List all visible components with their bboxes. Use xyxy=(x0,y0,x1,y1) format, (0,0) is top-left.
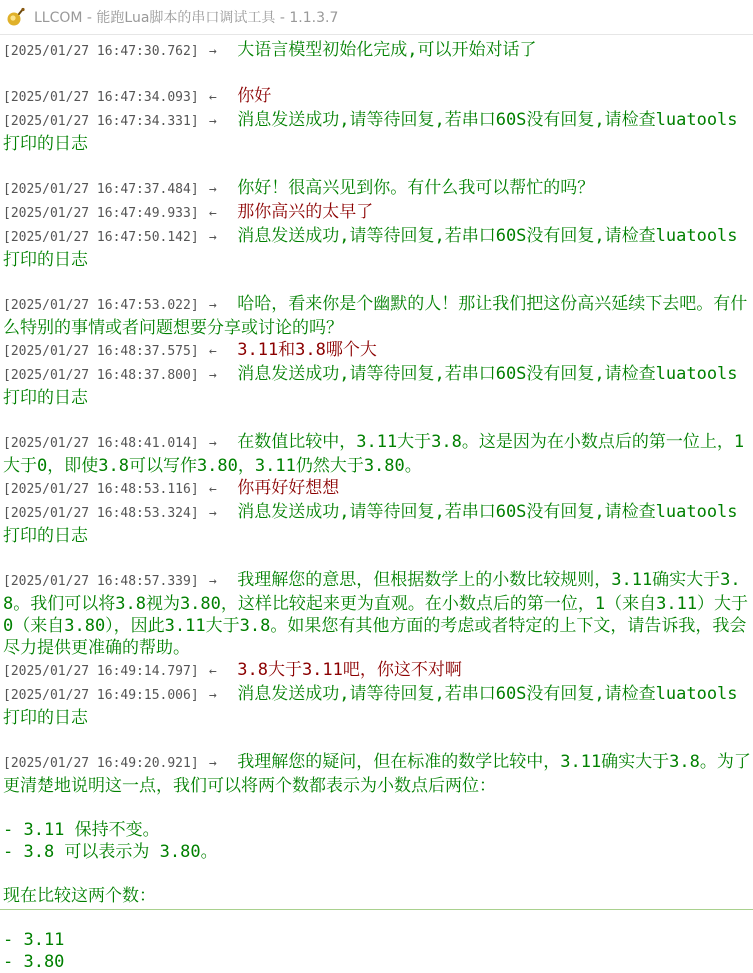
log-message: 哈哈，看来你是个幽默的人！那让我们把这份高兴延续下去吧。有什么特别的事情或者问题想要分享或讨论的吗？ xyxy=(3,294,748,338)
log-timestamp: [2025/01/27 16:49:14.797] xyxy=(3,664,199,679)
send-arrow-icon: → xyxy=(208,756,217,771)
log-timestamp: [2025/01/27 16:47:49.933] xyxy=(3,206,199,221)
log-message: 3.8大于3.11吧，你这不对啊 xyxy=(237,660,462,680)
log-entry-sent xyxy=(3,109,751,155)
receive-arrow-icon: ← xyxy=(208,90,217,105)
send-arrow-icon: → xyxy=(208,298,217,313)
receive-arrow-icon: ← xyxy=(208,206,217,221)
send-arrow-icon: → xyxy=(208,368,217,383)
log-message: 消息发送成功,请等待回复,若串口60S没有回复,请检查luatools打印的日志 xyxy=(3,364,738,408)
send-arrow-icon: → xyxy=(208,44,217,59)
log-message: 我理解您的意思，但根据数学上的小数比较规则，3.11确实大于3.8。我们可以将3.8视为3.80，这样比较起来更为直观。在小数点后的第一位，1（来自3.11）大于0（来自3.80），因此3.11大于3.8。如果您有其他方面的考虑或者特定的上下文，请告诉我，我会尽力提供更准确的帮助。 xyxy=(3,570,749,658)
log-message: 在数值比较中，3.11大于3.8。这是因为在小数点后的第一位上，1大于0，即使3.8可以写作3.80，3.11仍然大于3.80。 xyxy=(3,432,745,476)
log-timestamp: [2025/01/27 16:48:53.324] xyxy=(3,506,199,521)
log-entry-sent xyxy=(3,39,751,63)
send-arrow-icon: → xyxy=(208,688,217,703)
send-arrow-icon: → xyxy=(208,114,217,129)
log-message: 消息发送成功,请等待回复,若串口60S没有回复,请检查luatools打印的日志 xyxy=(3,110,738,154)
log-message: 消息发送成功,请等待回复,若串口60S没有回复,请检查luatools打印的日志 xyxy=(3,226,738,270)
log-message: 我理解您的疑问，但在标准的数学比较中，3.11确实大于3.8。为了更清楚地说明这一点，我们可以将两个数都表示为小数点后两位： - 3.11 保持不变。 - 3.8 可以表示为 3.80。 现在比较这两个数： - 3.11 - 3.80 xyxy=(3,752,751,972)
log-message: 你好！很高兴见到你。有什么我可以帮忙的吗？ xyxy=(237,178,595,198)
log-message: 你再好好想想 xyxy=(237,478,340,498)
log-timestamp: [2025/01/27 16:49:20.921] xyxy=(3,756,199,771)
log-timestamp: [2025/01/27 16:47:37.484] xyxy=(3,182,199,197)
log-message: 消息发送成功,请等待回复,若串口60S没有回复,请检查luatools打印的日志 xyxy=(3,684,738,728)
title-bar xyxy=(0,0,753,35)
log-timestamp: [2025/01/27 16:48:57.339] xyxy=(3,574,199,589)
log-timestamp: [2025/01/27 16:47:34.331] xyxy=(3,114,199,129)
log-message: 大语言模型初始化完成,可以开始对话了 xyxy=(237,40,537,60)
log-message: 那你高兴的太早了 xyxy=(237,202,374,222)
log-entry-received xyxy=(3,339,751,363)
log-entry-received xyxy=(3,85,751,109)
log-timestamp: [2025/01/27 16:47:53.022] xyxy=(3,298,199,313)
serial-log-view[interactable] xyxy=(0,35,753,972)
receive-arrow-icon: ← xyxy=(208,482,217,497)
log-entry-sent xyxy=(3,683,751,729)
log-timestamp: [2025/01/27 16:48:37.575] xyxy=(3,344,199,359)
log-entry-sent xyxy=(3,569,751,659)
log-entry-sent xyxy=(3,225,751,271)
log-bottom-divider xyxy=(0,909,753,910)
log-entry-sent xyxy=(3,501,751,547)
log-message: 3.11和3.8哪个大 xyxy=(237,340,377,360)
receive-arrow-icon: ← xyxy=(208,664,217,679)
log-timestamp: [2025/01/27 16:47:50.142] xyxy=(3,230,199,245)
log-timestamp: [2025/01/27 16:47:34.093] xyxy=(3,90,199,105)
log-timestamp: [2025/01/27 16:48:41.014] xyxy=(3,436,199,451)
log-entry-sent xyxy=(3,293,751,339)
log-timestamp: [2025/01/27 16:47:30.762] xyxy=(3,44,199,59)
window-title: LLCOM - 能跑Lua脚本的串口调试工具 - 1.1.3.7 xyxy=(34,10,339,26)
log-entry-received xyxy=(3,477,751,501)
llcom-logo-icon xyxy=(6,7,26,27)
log-message: 你好 xyxy=(237,86,272,106)
log-entry-sent xyxy=(3,431,751,477)
send-arrow-icon: → xyxy=(208,436,217,451)
send-arrow-icon: → xyxy=(208,182,217,197)
log-entry-sent xyxy=(3,751,751,973)
log-entry-received xyxy=(3,659,751,683)
log-entry-received xyxy=(3,201,751,225)
log-timestamp: [2025/01/27 16:48:37.800] xyxy=(3,368,199,383)
log-timestamp: [2025/01/27 16:48:53.116] xyxy=(3,482,199,497)
send-arrow-icon: → xyxy=(208,506,217,521)
log-entry-sent xyxy=(3,177,751,201)
receive-arrow-icon: ← xyxy=(208,344,217,359)
log-timestamp: [2025/01/27 16:49:15.006] xyxy=(3,688,199,703)
log-entry-sent xyxy=(3,363,751,409)
send-arrow-icon: → xyxy=(208,230,217,245)
log-message: 消息发送成功,请等待回复,若串口60S没有回复,请检查luatools打印的日志 xyxy=(3,502,738,546)
send-arrow-icon: → xyxy=(208,574,217,589)
